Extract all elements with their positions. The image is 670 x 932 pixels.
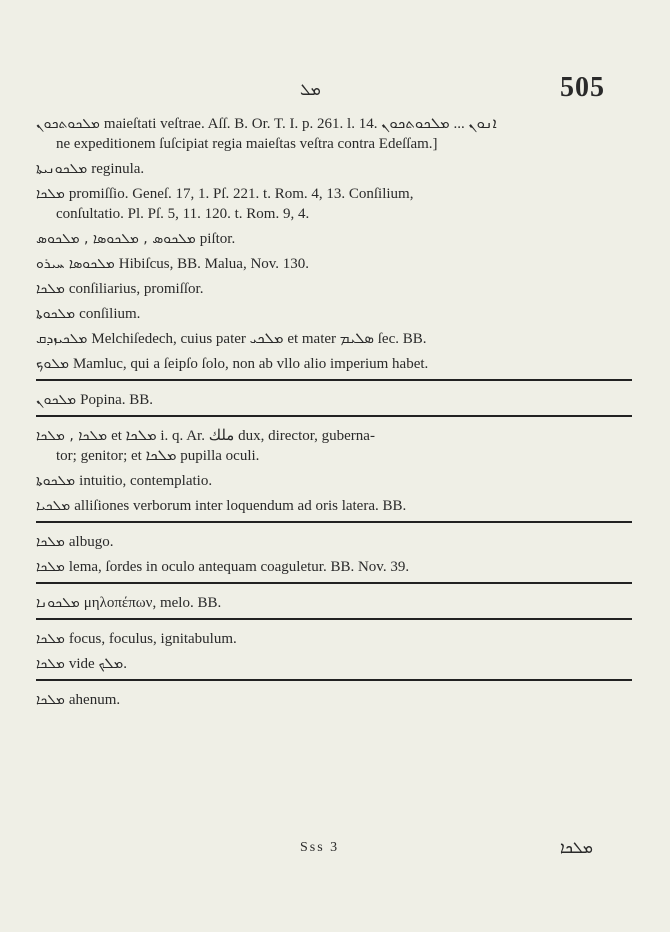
entry-headword: ܡܠܟܐ [36,631,65,647]
entry-definition: vide ܡܠܟ. [68,656,127,672]
entry-headword: ܡܠܟܘܬܐ [36,306,76,322]
running-head: ܡܠ [300,80,321,99]
entry-definition: lema, ſordes in oculo antequam coaguletur. BB. Nov. 39. [68,559,410,575]
entry-headword: ܡܠܟܘܬܐ [36,473,76,489]
dictionary-entry [36,390,632,410]
dictionary-entry [36,114,632,154]
entry-headword: ܡܠܟܐ [36,186,65,202]
entry-definition: Popina. BB. [80,392,154,408]
entry-headword: ܡܠܟܘܬܟܘܢ [36,116,100,132]
dictionary-entry [36,629,632,649]
dictionary-entry [36,329,632,349]
entry-divider [36,618,632,620]
entry-definition: conſilium. [79,306,141,322]
dictionary-entry [36,254,632,274]
entry-headword: ܡܠܟܝܙܕܩ [36,331,88,347]
entry-definition: focus, foculus, ignitabulum. [68,631,237,647]
entry-headword: ܡܠܟܐ [36,534,65,550]
entry-definition: alliſiones verborum inter loquendum ad oris latera. BB. [74,498,407,514]
entry-divider [36,582,632,584]
entry-divider [36,521,632,523]
entry-definition: maieſtati veſtrae. Aſſ. B. Or. T. I. p. 261. l. 14. ܐܢܘܢ ... ܡܠܟܘܬܟܘܢ [103,116,497,132]
entry-headword: ܡܠܟܐ , ܡܠܟܐ [36,428,108,444]
dictionary-entry [36,654,632,674]
entry-headword: ܡܠܟܐ [36,559,65,575]
dictionary-entry [36,426,632,466]
entry-continuation: ne expeditionem ſuſcipiat regia maieſtas veſtra contra Edeſſam.] [56,136,438,152]
catchword: ܡܠܟܐ [560,838,593,857]
entry-headword: ܡܠܟܝܐ [36,498,71,514]
dictionary-entry [36,496,632,516]
entry-definition: et ܡܠܟܐ i. q. Ar. ملك dux, director, guberna- [111,428,375,444]
dictionary-entry [36,593,632,613]
entry-headword: ܡܠܟܐ [36,281,65,297]
entry-headword: ܡܠܟܘܢ [36,392,77,408]
dictionary-entry [36,229,632,249]
signature-mark: Sss 3 [300,840,340,855]
dictionary-entry [36,279,632,299]
entry-headword: ܡܠܟܘܣܐ ܚܝܪܘ [36,256,115,272]
dictionary-entry [36,184,632,224]
dictionary-entries [36,114,632,715]
dictionary-entry [36,471,632,491]
entry-definition: piſtor. [199,231,236,247]
entry-headword: ܡܠܘܟ [36,356,69,372]
entry-continuation: conſultatio. Pl. Pſ. 5, 11. 120. t. Rom. 9, 4. [56,206,310,222]
entry-divider [36,379,632,381]
entry-definition: intuitio, contemplatio. [79,473,213,489]
entry-definition: Hibiſcus, BB. Malua, Nov. 130. [118,256,310,272]
entry-divider [36,679,632,681]
entry-headword: ܡܠܟܐ [36,656,65,672]
entry-headword: ܡܠܟܘܢܐ [36,595,80,611]
entry-definition: conſiliarius, promiſſor. [68,281,204,297]
entry-definition: ahenum. [68,692,121,708]
dictionary-entry [36,159,632,179]
entry-definition: μηλοπέπων, melo. BB. [83,595,222,611]
entry-definition: albugo. [68,534,114,550]
entry-definition: reginula. [91,161,145,177]
dictionary-entry [36,354,632,374]
dictionary-entry [36,532,632,552]
entry-definition: promiſſio. Geneſ. 17, 1. Pſ. 221. t. Rom. 4, 13. Conſilium, [68,186,414,202]
entry-headword: ܡܠܟܘܢܝܬܐ [36,161,88,177]
entry-headword: ܡܠܟܘܣ , ܡܠܟܘܣܐ , ܡܠܟܘܣ [36,231,196,247]
entry-continuation: tor; genitor; et ܡܠܟܐ pupilla oculi. [56,448,260,464]
entry-divider [36,415,632,417]
entry-definition: Mamluc, qui a ſeipſo ſolo, non ab vllo alio imperium habet. [72,356,429,372]
entry-headword: ܡܠܟܐ [36,692,65,708]
page-number: 505 [560,72,605,103]
entry-definition: Melchiſedech, cuius pater ܡܠܟܝ et mater ܣܠܝܡ ſec. BB. [91,331,427,347]
dictionary-entry [36,304,632,324]
dictionary-entry [36,557,632,577]
dictionary-entry [36,690,632,710]
